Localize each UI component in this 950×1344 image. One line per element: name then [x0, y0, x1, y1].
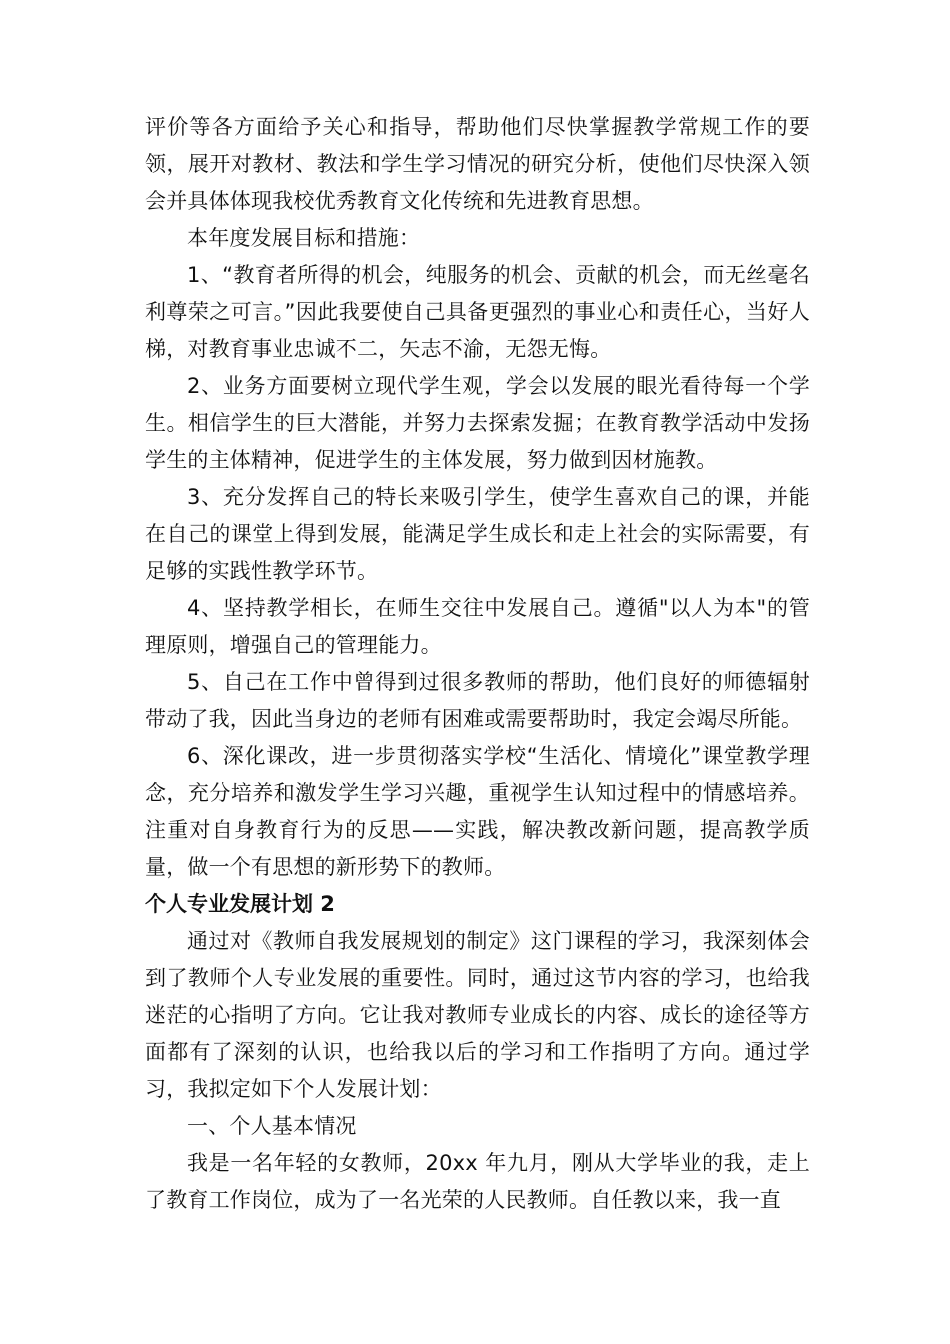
- paragraph-goals-heading: 本年度发展目标和措施：: [187, 226, 421, 250]
- paragraph-goal-3: 3、充分发挥自己的特长来吸引学生，使学生喜欢自己的课，并能在自己的课堂上得到发展，能满足学生成长和走上社会的实际需要，有足够的实践性教学环节。: [145, 485, 810, 583]
- paragraph-goal-6: 6、深化课改，进一步贯彻落实学校“生活化、情境化”课堂教学理念，充分培养和激发学生学习兴趣，重视学生认知过程中的情感培养。注重对自身教育行为的反思——实践，解决教改新问题，提高教学质量，做一个有思想的新形势下的教师。: [145, 744, 810, 879]
- section-heading: 个人专业发展计划 2: [145, 892, 335, 916]
- paragraph-intro-continuation: 评价等各方面给予关心和指导，帮助他们尽快掌握教学常规工作的要领，展开对教材、教法和学生学习情况的研究分析，使他们尽快深入领会并具体体现我校优秀教育文化传统和先进教育思想。: [145, 115, 810, 213]
- document-body: [145, 109, 810, 1219]
- paragraph-basic-info-heading: 一、个人基本情况: [187, 1114, 357, 1138]
- paragraph-goal-5: 5、自己在工作中曾得到过很多教师的帮助，他们良好的师德辐射带动了我，因此当身边的老师有困难或需要帮助时，我定会竭尽所能。: [145, 670, 810, 731]
- paragraph-plan-intro: 通过对《教师自我发展规划的制定》这门课程的学习，我深刻体会到了教师个人专业发展的重要性。同时，通过这节内容的学习，也给我迷茫的心指明了方向。它让我对教师专业成长的内容、成长的途径等方面都有了深刻的认识，也给我以后的学习和工作指明了方向。通过学习，我拟定如下个人发展计划：: [145, 929, 810, 1101]
- paragraph-goal-4: 4、坚持教学相长，在师生交往中发展自己。遵循"以人为本"的管理原则，增强自己的管理能力。: [145, 596, 810, 657]
- paragraph-goal-1: 1、“教育者所得的机会，纯服务的机会、贡献的机会，而无丝毫名利尊荣之可言。”因此我要使自己具备更强烈的事业心和责任心，当好人梯，对教育事业忠诚不二，矢志不渝，无怨无悔。: [145, 263, 810, 361]
- paragraph-basic-info: 我是一名年轻的女教师，20xx 年九月，刚从大学毕业的我，走上了教育工作岗位，成为了一名光荣的人民教师。自任教以来，我一直: [145, 1151, 810, 1212]
- paragraph-goal-2: 2、业务方面要树立现代学生观，学会以发展的眼光看待每一个学生。相信学生的巨大潜能，并努力去探索发掘；在教育教学活动中发扬学生的主体精神，促进学生的主体发展，努力做到因材施教。: [145, 374, 810, 472]
